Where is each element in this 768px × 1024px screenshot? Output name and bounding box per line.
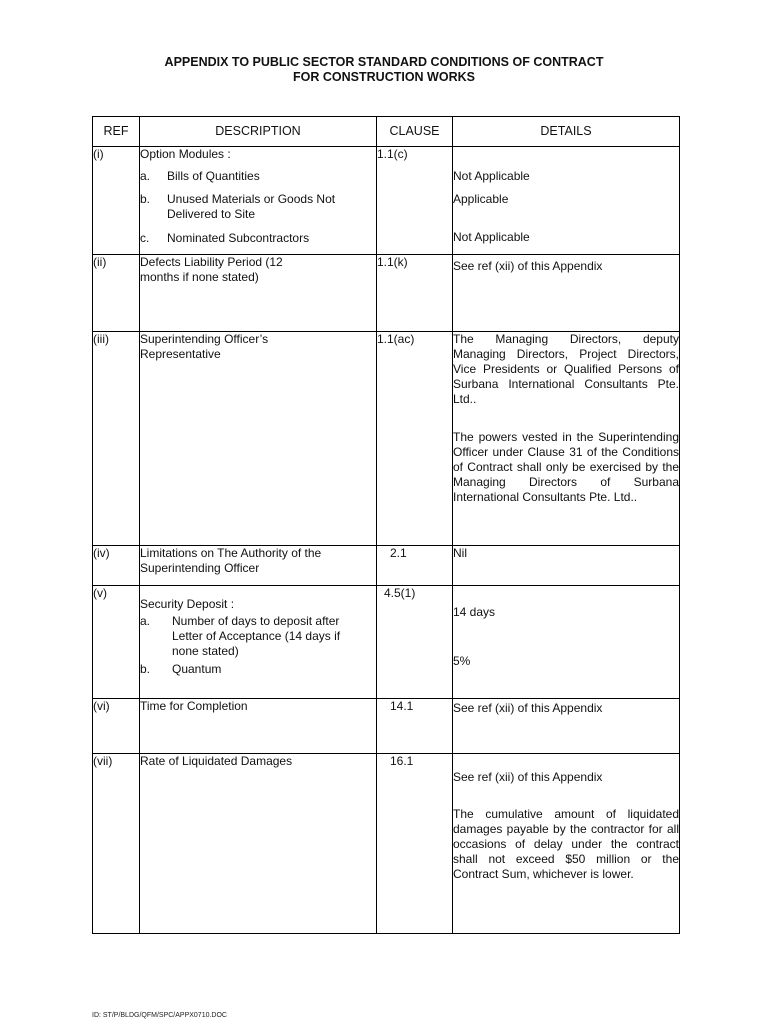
description-cell [140,147,377,255]
ref-cell: (vii) [93,754,140,934]
sub-item-text: Nominated Subcontractors [167,231,310,245]
table-row [93,255,680,332]
document-footer-id: ID: ST/P/BLDG/QFM/SPC/APPX0710.DOC [92,1012,227,1019]
detail-paragraph: The cumulative amount of liquidated damages payable by the contractor for all occasions of delay under the contract shall not exceed $50 million or the Contract Sum, whichever is lower. [453,807,679,881]
table-header-row [93,117,680,147]
header-details: DETAILS [453,117,680,147]
sub-item [140,192,376,222]
clause-cell: 1.1(c) [377,147,453,255]
sub-item-letter: a. [140,614,151,628]
detail-paragraph: The powers vested in the Superintending Officer under Clause 31 of the Conditions of Contract shall only be exercised by the Managing Directors of Surbana International Consultants Pte. Ltd.. [453,430,679,504]
detail-paragraph: See ref (xii) of this Appendix [453,770,603,784]
description-cell [140,586,377,699]
ref-cell: (iv) [93,546,140,586]
ref-cell: (v) [93,586,140,699]
sub-item [140,614,376,659]
detail-text: Not Applicable [453,169,530,183]
ref-cell: (ii) [93,255,140,332]
header-clause: CLAUSE [377,117,453,147]
sub-item-text: Bills of Quantities [167,169,260,183]
header-ref: REF [93,117,140,147]
description-text: Security Deposit : [140,597,235,611]
clause-cell: 14.1 [377,699,453,754]
detail-text: 14 days [453,605,496,619]
clause-cell: 4.5(1) [377,586,453,699]
sub-item [140,169,376,184]
clause-cell: 16.1 [377,754,453,934]
details-cell [453,332,680,546]
ref-cell: (vi) [93,699,140,754]
description-cell: Time for Completion [140,699,377,754]
details-cell [453,586,680,699]
detail-text: See ref (xii) of this Appendix [453,259,603,273]
detail-text: See ref (xii) of this Appendix [453,701,603,715]
details-cell [453,255,680,332]
document-title [0,55,768,85]
ref-cell: (i) [93,147,140,255]
title-line-2: FOR CONSTRUCTION WORKS [293,70,475,84]
description-cell: Rate of Liquidated Damages [140,754,377,934]
ref-cell: (iii) [93,332,140,546]
details-cell [453,147,680,255]
details-cell [453,754,680,934]
detail-text: Applicable [453,192,509,206]
sub-item-letter: c. [140,231,150,245]
sub-item-text: Quantum [172,662,222,676]
table-row [93,147,680,255]
clause-cell: 2.1 [377,546,453,586]
detail-text: 5% [453,654,471,668]
table-row [93,754,680,934]
sub-item-letter: b. [140,192,151,206]
details-cell [453,699,680,754]
sub-item-text: Unused Materials or Goods Not Delivered to Site [167,192,336,221]
table-row [93,546,680,586]
clause-cell: 1.1(ac) [377,332,453,546]
table-row [93,332,680,546]
detail-paragraph: The Managing Directors, deputy Managing Directors, Project Directors, Vice Presidents or Qualified Persons of Surbana International Consultants Pte. Ltd.. [453,332,679,406]
header-description: DESCRIPTION [140,117,377,147]
title-line-1: APPENDIX TO PUBLIC SECTOR STANDARD CONDITIONS OF CONTRACT [164,55,604,69]
clause-cell: 1.1(k) [377,255,453,332]
detail-text: Not Applicable [453,230,530,244]
description-cell: Defects Liability Period (12 months if none stated) [140,255,377,332]
sub-item [140,662,376,677]
appendix-table [92,116,680,934]
description-cell: Limitations on The Authority of the Superintending Officer [140,546,377,586]
sub-item-text: Number of days to deposit after Letter of Acceptance (14 days if none stated) [172,614,341,658]
description-text: Option Modules : [140,147,231,161]
description-cell: Superintending Officer’s Representative [140,332,377,546]
table-row [93,586,680,699]
table-row [93,699,680,754]
sub-item-letter: a. [140,169,151,183]
sub-item [140,231,376,246]
details-cell: Nil [453,546,680,586]
sub-item-letter: b. [140,662,151,676]
